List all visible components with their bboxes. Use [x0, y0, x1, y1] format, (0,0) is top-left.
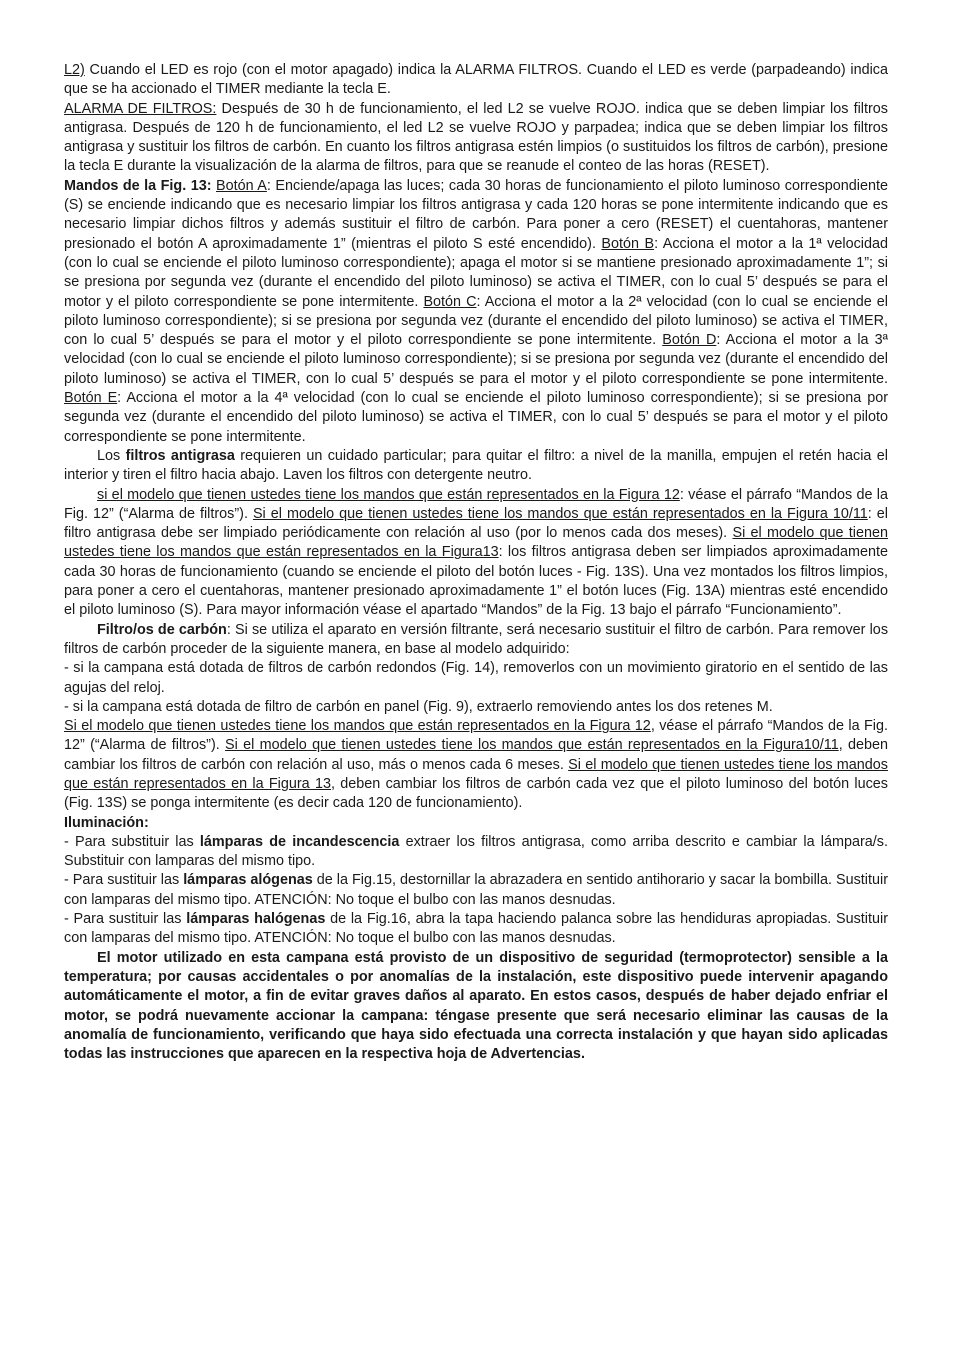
text-run: : Si se utiliza el aparato en versión filtrante, será necesario sustituir el filtro de carbón. Para remover los filtros de carbón proceder de la siguiente manera, en base al modelo adquirido: [64, 621, 889, 657]
paragraph-grease-filter-models [64, 486, 888, 621]
text-run: - Para sustituir las [64, 911, 187, 928]
text-run: : Acciona el motor a la 2ª velocidad (con lo cual se enciende el piloto luminoso correspondiente); si se presiona por segunda vez (durante el encendido del piloto luminoso) se activa el TIMER, con lo cual 5’ después se para el motor y el piloto correspondiente se pone intermitente. [64, 293, 888, 349]
text-run: Los [97, 447, 126, 464]
underlined-text: Si el modelo que tienen ustedes tiene los mandos que están representados en la Figura10/11 [225, 737, 839, 754]
text-run: - Para sustituir las [64, 872, 184, 889]
text-run: : Enciende/apaga las luces; cada 30 horas de funcionamiento el piloto luminoso correspondiente (S) se enciende indicando que es necesario limpiar los filtros antigrasa y cada 120 horas se pone intermitente indicando que es necesario limpiar dichos filtros y además sustituir el filtro de carbón. Para poner a cero (RESET) el cuentahoras, mantener presionado el botón A aproximadamente 1” (mientras el piloto S esté encendido). [64, 177, 889, 252]
bold-text: Iluminación: [64, 814, 149, 831]
text-run: - Para substituir las [64, 833, 200, 850]
underlined-text: Si el modelo que tienen ustedes tiene los mandos que están representados en la Figura 13 [64, 756, 888, 792]
underlined-text: Botón B [601, 235, 655, 252]
list-item-panel-carbon-filter [64, 698, 888, 717]
list-item-round-carbon-filters [64, 659, 888, 698]
bold-text: filtros antigrasa [125, 447, 235, 464]
underlined-text: Si el modelo que tienen ustedes tiene los mandos que están representados en la Figura13 [64, 525, 889, 561]
text-run: : Acciona el motor a la 1ª velocidad (con lo cual se enciende el piloto luminoso correspondiente); apaga el motor si se mantiene presionado aproximadamente 1”; si se presiona por segunda vez (durante el encendido del piloto luminoso) se activa el TIMER, con lo cual 5’ después se para el motor y el piloto correspondiente se pone intermitente. [64, 235, 888, 310]
list-item-halogen-lamps-fig15 [64, 871, 888, 910]
text-run: requieren un cuidado particular; para quitar el filtro: a nivel de la manilla, empujen el retén hacia el interior y tiren el filtro hacia abajo. Laven los filtros con detergente neutro. [64, 447, 888, 484]
text-run: , véase el párrafo “Mandos de la Fig. 12” (“Alarma de filtros”). [64, 718, 889, 754]
paragraph-carbon-filters [64, 621, 888, 660]
underlined-text: Si el modelo que tienen ustedes tiene los mandos que están representados en la Figura 10/11 [252, 505, 868, 522]
text-run: , deben cambiar los filtros de carbón cada vez que el piloto luminoso del botón luces (Fig. 13S) se ponga intermitente (es decir cada 120 de funcionamiento). [64, 775, 888, 812]
paragraph-carbon-filter-models [64, 717, 888, 813]
underlined-text: si el modelo que tienen ustedes tiene los mandos que están representados en la Figura 12 [97, 486, 680, 503]
bold-text: lámparas alógenas [183, 872, 313, 889]
text-run: : el filtro antigrasa debe ser limpiado periódicamente con relación al uso (por lo menos cada dos meses). [64, 505, 888, 542]
text-run: : Acciona el motor a la 4ª velocidad (con lo cual se enciende el piloto luminoso correspondiente); si se presiona por segunda vez (durante el encendido del piloto luminoso) se activa el TIMER, con lo cual 5’ después se para el motor y el piloto correspondiente se pone intermitente. [64, 390, 888, 445]
underlined-text: Botón D [662, 332, 717, 349]
paragraph-l2-led [64, 61, 888, 100]
text-run: - si la campana está dotada de filtros de carbón redondos (Fig. 14), removerlos con un movimiento giratorio en el sentido de las agujas del reloj. [64, 660, 888, 696]
text-run: de la Fig.15, destornillar la abrazadera en sentido antihorario y sacar la bombilla. Sustituir con lamparas del mismo tipo. ATENCIÓN: No toque el bulbo con las manos desnudas. [64, 872, 888, 908]
heading-lighting [64, 814, 888, 833]
text-run: extraer los filtros antigrasa, como arriba descrito e cambiar la lámpara/s. Substituir con lamparas del mismo tipo. [64, 833, 888, 870]
bold-text: Filtro/os de carbón [97, 621, 227, 638]
bold-text: lámparas halógenas [186, 911, 326, 928]
paragraph-filter-alarm [64, 100, 888, 177]
paragraph-thermal-protector-warning [64, 949, 888, 1065]
text-run: Cuando el LED es rojo (con el motor apagado) indica la ALARMA FILTROS. Cuando el LED es verde (parpadeando) indica que se ha accionado el TIMER mediante la tecla E. [64, 62, 888, 98]
bold-text: lámparas de incandescencia [199, 833, 400, 850]
bold-text: El motor utilizado en esta campana está provisto de un dispositivo de seguridad (termoprotector) sensible a la temperatura; por causas accidentales o por anomalías de la instalación, este dispositivo puede intervenir apagando automáticamente el motor, a fin de evitar graves daños al aparato. En estos casos, después de haber dejado enfriar el motor, se podrá nuevamente accionar la campana: téngase presente que será necesario eliminar las causas de la anomalía de funcionamiento, verificando que haya sido efectuada una correcta instalación y que hayan sido aplicadas todas las instrucciones que aparecen en la respectiva hoja de Advertencias. [64, 949, 888, 1063]
paragraph-grease-filters [64, 447, 888, 486]
underlined-text: ALARMA DE FILTROS: [64, 100, 217, 117]
paragraph-controls-fig13 [64, 177, 888, 447]
list-item-halogen-lamps-fig16 [64, 910, 888, 949]
bold-text: Mandos de la Fig. 13: [64, 177, 212, 194]
list-item-incandescent-lamps [64, 833, 888, 872]
text-run: : los filtros antigrasa deben ser limpiados aproximadamente cada 30 horas de funcionamiento (cuando se enciende el piloto del botón luces - Fig. 13S). Una vez montados los filtros limpios, para poner a cero el cuentahoras, mantener presionado aproximadamente 1” el botón luces (Fig. 13A) mientras esté encendido el piloto luminoso (S). Para mayor información véase el apartado “Mandos” de la Fig. 13 bajo el párrafo “Funcionamiento”. [64, 544, 888, 619]
underlined-text: Botón A [216, 177, 267, 194]
underlined-text: Si el modelo que tienen ustedes tiene los mandos que están representados en la Figura 12 [64, 718, 651, 735]
underlined-text: Botón E [64, 390, 118, 407]
text-run: : véase el párrafo “Mandos de la Fig. 12” (“Alarma de filtros”). [64, 486, 888, 522]
text-run: Después de 30 h de funcionamiento, el led L2 se vuelve ROJO. indica que se deben limpiar los filtros antigrasa. Después de 120 h de funcionamiento, el led L2 se vuelve ROJO y parpadea; indica que se deben limpiar los filtros antigrasa y sustituir los filtros de carbón. En cuanto los filtros antigrasa estén limpios (o sustituidos los filtros de carbón), presione la tecla E durante la visualización de la alarma de filtros, para que se reanude el conteo de las horas (RESET). [64, 100, 888, 175]
text-run: : Acciona el motor a la 3ª velocidad (con lo cual se enciende el piloto luminoso correspondiente); si se presiona por segunda vez (durante el encendido del piloto luminoso) se activa el TIMER, con lo cual 5’ después se para el motor y el piloto correspondiente se pone intermitente. [64, 332, 888, 387]
text-run: de la Fig.16, abra la tapa haciendo palanca sobre las hendiduras apropiadas. Sustituir con lamparas del mismo tipo. ATENCIÓN: No toque el bulbo con las manos desnudas. [64, 911, 888, 947]
text-run: - si la campana está dotada de filtro de carbón en panel (Fig. 9), extraerlo removiendo antes los dos retenes M. [64, 698, 773, 715]
document-page [64, 61, 888, 1064]
underlined-text: L2) [64, 62, 85, 78]
text-run: , deben cambiar los filtros de carbón con relación al uso, más o menos cada 6 meses. [64, 737, 888, 773]
underlined-text: Botón C [423, 293, 477, 310]
